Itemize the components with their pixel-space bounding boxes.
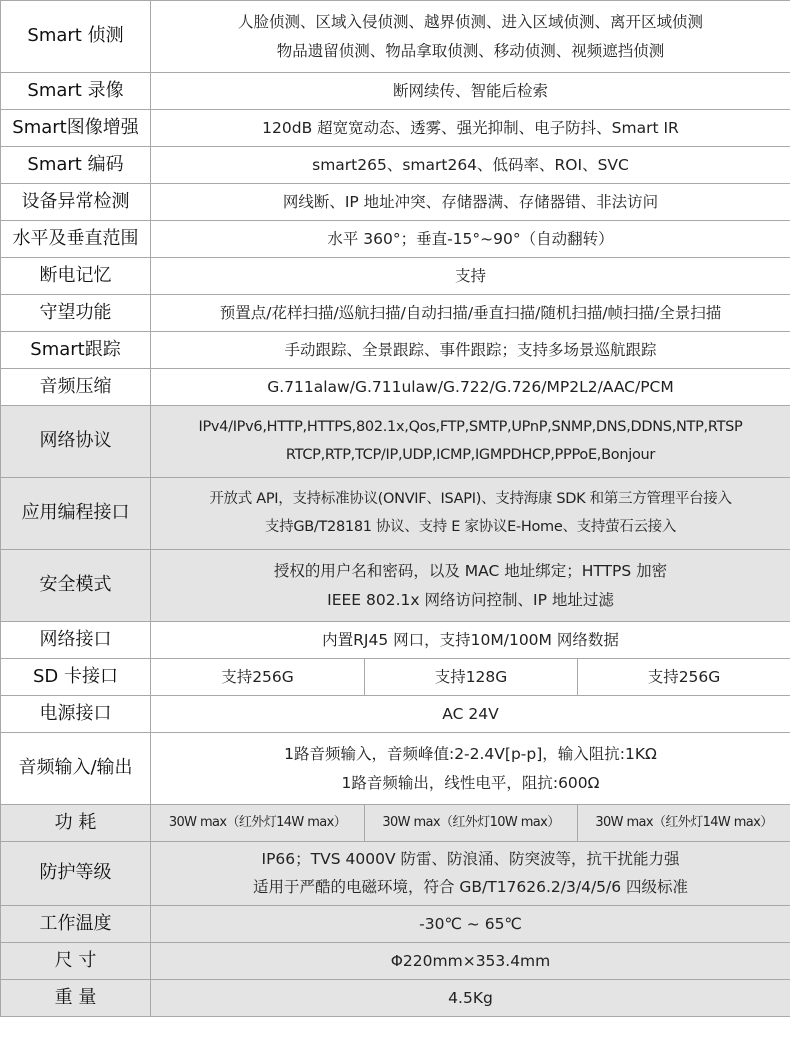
spec-value <box>151 842 790 906</box>
spec-label: 功 耗 <box>1 805 151 842</box>
spec-value <box>151 478 790 550</box>
spec-value-line: IPv4/IPv6,HTTP,HTTPS,802.1x,Qos,FTP,SMTP,UPnP,SNMP,DNS,DDNS,NTP,RTSP <box>198 419 743 436</box>
spec-row <box>1 406 790 478</box>
spec-label: Smart 编码 <box>1 147 151 184</box>
spec-value <box>151 1 790 73</box>
spec-row <box>1 979 790 1016</box>
spec-row <box>1 147 790 184</box>
spec-row <box>1 805 790 842</box>
spec-value <box>151 905 790 942</box>
spec-value-line: 1路音频输出，线性电平，阻抗:600Ω <box>341 773 600 792</box>
spec-value <box>151 332 790 369</box>
spec-value-cell: 30W max（红外灯10W max） <box>365 805 578 842</box>
spec-value <box>151 696 790 733</box>
spec-label: SD 卡接口 <box>1 659 151 696</box>
spec-value <box>151 733 790 805</box>
spec-value-line: IP66；TVS 4000V 防雷、防浪涌、防突波等，抗干扰能力强 <box>261 850 680 868</box>
spec-value-line: AC 24V <box>442 704 499 723</box>
spec-value-line: 水平 360°；垂直-15°~90°（自动翻转） <box>327 229 614 248</box>
spec-value-cell: 支持256G <box>151 659 365 696</box>
spec-value <box>151 979 790 1016</box>
spec-row <box>1 622 790 659</box>
spec-row <box>1 332 790 369</box>
spec-value-line: 适用于严酷的电磁环境，符合 GB/T17626.2/3/4/5/6 四级标准 <box>252 878 689 897</box>
spec-label: 安全模式 <box>1 550 151 622</box>
spec-value <box>151 942 790 979</box>
spec-value-line: 手动跟踪、全景跟踪、事件跟踪；支持多场景巡航跟踪 <box>284 340 657 359</box>
spec-label: Smart跟踪 <box>1 332 151 369</box>
spec-label: 重 量 <box>1 979 151 1016</box>
spec-row <box>1 295 790 332</box>
spec-row <box>1 842 790 906</box>
spec-label: 音频输入/输出 <box>1 733 151 805</box>
spec-label: 守望功能 <box>1 295 151 332</box>
spec-value <box>151 221 790 258</box>
spec-label: 设备异常检测 <box>1 184 151 221</box>
spec-value <box>151 622 790 659</box>
spec-value-line: 人脸侦测、区域入侵侦测、越界侦测、进入区域侦测、离开区域侦测 <box>237 13 703 32</box>
spec-value <box>151 184 790 221</box>
spec-row <box>1 1 790 73</box>
spec-value <box>151 110 790 147</box>
spec-value-line: 网线断、IP 地址冲突、存储器满、存储器错、非法访问 <box>282 192 659 211</box>
spec-value-line: 物品遗留侦测、物品拿取侦测、移动侦测、视频遮挡侦测 <box>276 41 665 60</box>
spec-label: 音频压缩 <box>1 369 151 406</box>
spec-value-line: smart265、smart264、低码率、ROI、SVC <box>312 155 629 174</box>
spec-value-cell: 支持256G <box>578 659 790 696</box>
spec-value-cell: 30W max（红外灯14W max） <box>578 805 790 842</box>
spec-value <box>151 147 790 184</box>
spec-row <box>1 184 790 221</box>
spec-value-line: Φ220mm×353.4mm <box>390 951 551 970</box>
spec-value-line: 支持GB/T28181 协议、支持 E 家协议E-Home、支持萤石云接入 <box>264 518 677 535</box>
spec-row <box>1 733 790 805</box>
spec-label: Smart 侦测 <box>1 1 151 73</box>
spec-value-line: G.711alaw/G.711ulaw/G.722/G.726/MP2L2/AAC/PCM <box>267 377 674 396</box>
spec-row <box>1 905 790 942</box>
spec-value <box>151 295 790 332</box>
spec-label: 网络接口 <box>1 622 151 659</box>
spec-row <box>1 478 790 550</box>
spec-value-line: RTCP,RTP,TCP/IP,UDP,ICMP,IGMPDHCP,PPPoE,Bonjour <box>285 446 656 463</box>
spec-row <box>1 369 790 406</box>
spec-value <box>151 406 790 478</box>
spec-value-line: 预置点/花样扫描/巡航扫描/自动扫描/垂直扫描/随机扫描/帧扫描/全景扫描 <box>219 303 722 322</box>
spec-value-cell: 30W max（红外灯14W max） <box>151 805 365 842</box>
spec-value-line: 断网续传、智能后检索 <box>392 81 548 100</box>
spec-label: 网络协议 <box>1 406 151 478</box>
spec-label: 电源接口 <box>1 696 151 733</box>
spec-row <box>1 221 790 258</box>
spec-label: 应用编程接口 <box>1 478 151 550</box>
spec-value-line: 内置RJ45 网口，支持10M/100M 网络数据 <box>322 630 619 649</box>
spec-value <box>151 258 790 295</box>
spec-row <box>1 258 790 295</box>
spec-label: 水平及垂直范围 <box>1 221 151 258</box>
spec-value-line: -30℃ ~ 65℃ <box>419 914 522 933</box>
spec-row <box>1 550 790 622</box>
spec-value-cell: 支持128G <box>365 659 578 696</box>
spec-value-line: IEEE 802.1x 网络访问控制、IP 地址过滤 <box>327 590 614 609</box>
spec-row <box>1 73 790 110</box>
spec-value-line: 支持 <box>454 266 486 285</box>
spec-label: 断电记忆 <box>1 258 151 295</box>
spec-value <box>151 369 790 406</box>
spec-value-line: 4.5Kg <box>448 988 493 1007</box>
spec-value-line: 120dB 超宽宽动态、透雾、强光抑制、电子防抖、Smart IR <box>262 118 679 137</box>
spec-row <box>1 942 790 979</box>
spec-value-line: 开放式 API，支持标准协议(ONVIF、ISAPI)、支持海康 SDK 和第三方管理平台接入 <box>209 491 732 508</box>
spec-row <box>1 696 790 733</box>
spec-value-line: 授权的用户名和密码，以及 MAC 地址绑定；HTTPS 加密 <box>273 562 668 581</box>
spec-value-line: 1路音频输入，音频峰值:2-2.4V[p-p]，输入阻抗:1KΩ <box>284 745 657 764</box>
spec-label: 工作温度 <box>1 905 151 942</box>
spec-label: 尺 寸 <box>1 942 151 979</box>
spec-label: Smart 录像 <box>1 73 151 110</box>
spec-label: 防护等级 <box>1 842 151 906</box>
spec-value <box>151 73 790 110</box>
spec-row <box>1 659 790 696</box>
spec-table-body <box>1 1 790 1017</box>
spec-label: Smart图像增强 <box>1 110 151 147</box>
spec-value <box>151 550 790 622</box>
spec-row <box>1 110 790 147</box>
